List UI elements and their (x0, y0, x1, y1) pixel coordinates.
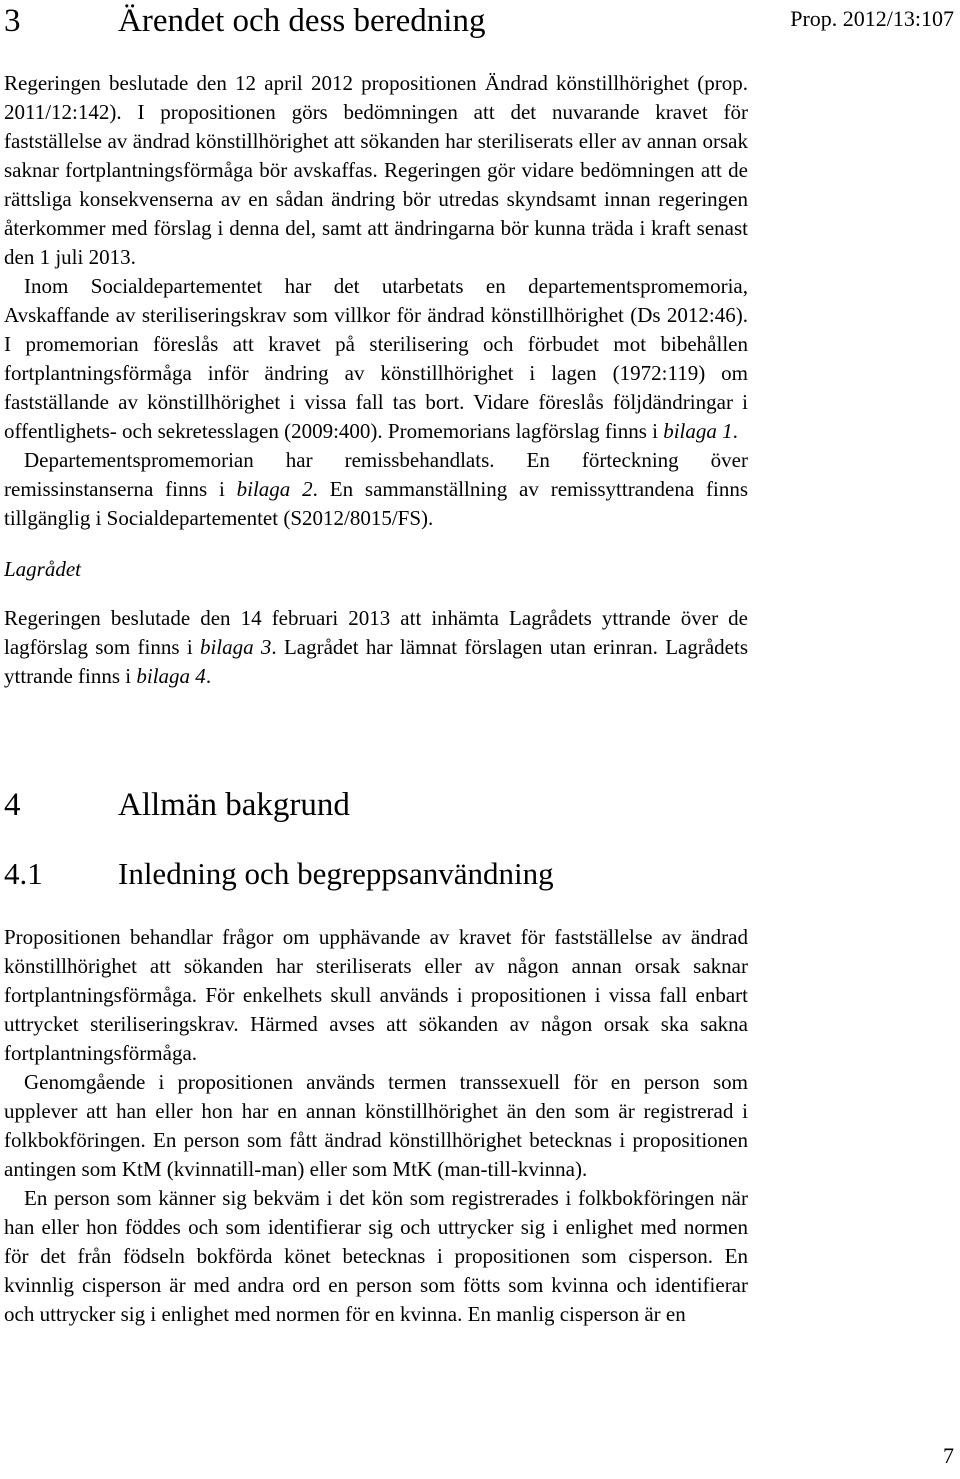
section-4-1-heading (4, 855, 748, 893)
bilaga-3-reference: bilaga 3 (199, 635, 272, 659)
page-number: 7 (943, 1443, 954, 1468)
bilaga-1-reference: bilaga 1 (663, 419, 733, 443)
section-4-1-paragraph-1: Propositionen behandlar frågor om upphävande av kravet för fastställelse av ändrad könstillhörighet att sökanden har steriliserats eller av någon annan orsak saknar fortplantningsförmåga. För enkelhets skull används i propositionen i vissa fall enbart uttrycket steriliseringskrav. Härmed avses att sökanden av någon orsak ska sakna fortplantningsförmåga. (4, 925, 748, 1065)
bilaga-2-reference: bilaga 2 (236, 477, 313, 501)
prop-reference: Prop. 2012/13:107 (790, 6, 954, 31)
lagradet-text-c: . (205, 664, 212, 688)
section-3-title: Ärendet och dess beredning (118, 3, 486, 39)
section-3-paragraph-3-text-b: . En sammanställning av remissyttrandena finns tillgänglig i Socialdepartementet (S2012/8015/FS). (4, 477, 748, 530)
section-3-paragraph-3 (4, 446, 748, 533)
section-3-paragraph-1: Regeringen beslutade den 12 april 2012 propositionen Ändrad könstillhörighet (prop. 2011/12:142). I propositionen görs bedömningen att det nuvarande kravet för fastställelse av ändrad könstillhörighet att sökanden har steriliserats eller av annan orsak saknar fortplantningsförmåga bör avskaffas. Regeringen gör vidare bedömningen att de rättsliga konsekvenserna av en sådan ändring bör utredas skyndsamt innan regeringen återkommer med förslag i denna del, samt att ändringarna bör kunna träda i kraft senast den 1 juli 2013. (4, 71, 748, 269)
section-4-1-number: 4.1 (4, 856, 43, 891)
document-page (4, 0, 748, 1329)
lagradet-text-a: Regeringen beslutade den 14 februari 2013 att inhämta Lagrådets yttrande över de lagförslag som finns i (4, 606, 748, 659)
section-3-paragraph-2 (4, 272, 748, 446)
section-4-1-title: Inledning och begreppsanvändning (118, 856, 554, 891)
section-4-1-paragraph-2: Genomgående i propositionen används termen transsexuell för en person som upplever att han eller hon har en annan könstillhörighet än den som är registrerad i folkbokföringen. En person som fått ändrad könstillhörighet betecknas i propositionen antingen som KtM (kvinnatill-man) eller som MtK (man-till-kvinna). (4, 1070, 748, 1181)
bilaga-4-reference: bilaga 4 (136, 664, 206, 688)
lagradet-paragraph (4, 604, 748, 691)
section-4-title: Allmän bakgrund (118, 787, 350, 823)
section-3-number: 3 (4, 3, 21, 39)
section-4-heading (4, 785, 748, 825)
section-3-paragraph-2-end: . (732, 419, 738, 443)
section-4-1-paragraph-3: En person som känner sig bekväm i det kön som registrerades i folkbokföringen när han eller hon föddes och som identifierar sig och uttrycker sig i enlighet med normen för det från födseln bokförda könet betecknas i propositionen som cisperson. En kvinnlig cisperson är med andra ord en person som fötts som kvinna och identifierar och uttrycker sig i enlighet med normen för en kvinna. En manlig cisperson är en (4, 1186, 748, 1326)
lagradet-heading: Lagrådet (4, 557, 82, 581)
section-4-number: 4 (4, 787, 21, 823)
section-3-paragraph-3-text-a: Departementspromemorian har remissbehandlats. En förteckning över remissinstanserna finns i (4, 448, 748, 501)
section-3-paragraph-2-text: Inom Socialdepartementet har det utarbetats en departementspromemoria, Avskaffande av steriliseringskrav som villkor för ändrad könstillhörighet (Ds 2012:46). I promemorian föreslås att kravet på sterilisering och förbudet mot bibehållen fortplantningsförmåga inför ändring av könstillhörighet i lagen (1972:119) om fastställande av könstillhörighet i vissa fall tas bort. Vidare föreslås följdändringar i offentlighets- och sekretesslagen (2009:400). Promemorians lagförslag finns i (4, 274, 748, 443)
lagradet-text-b: . Lagrådet har lämnat förslagen utan erinran. Lagrådets yttrande finns i (4, 635, 749, 688)
section-3-heading (4, 1, 748, 41)
